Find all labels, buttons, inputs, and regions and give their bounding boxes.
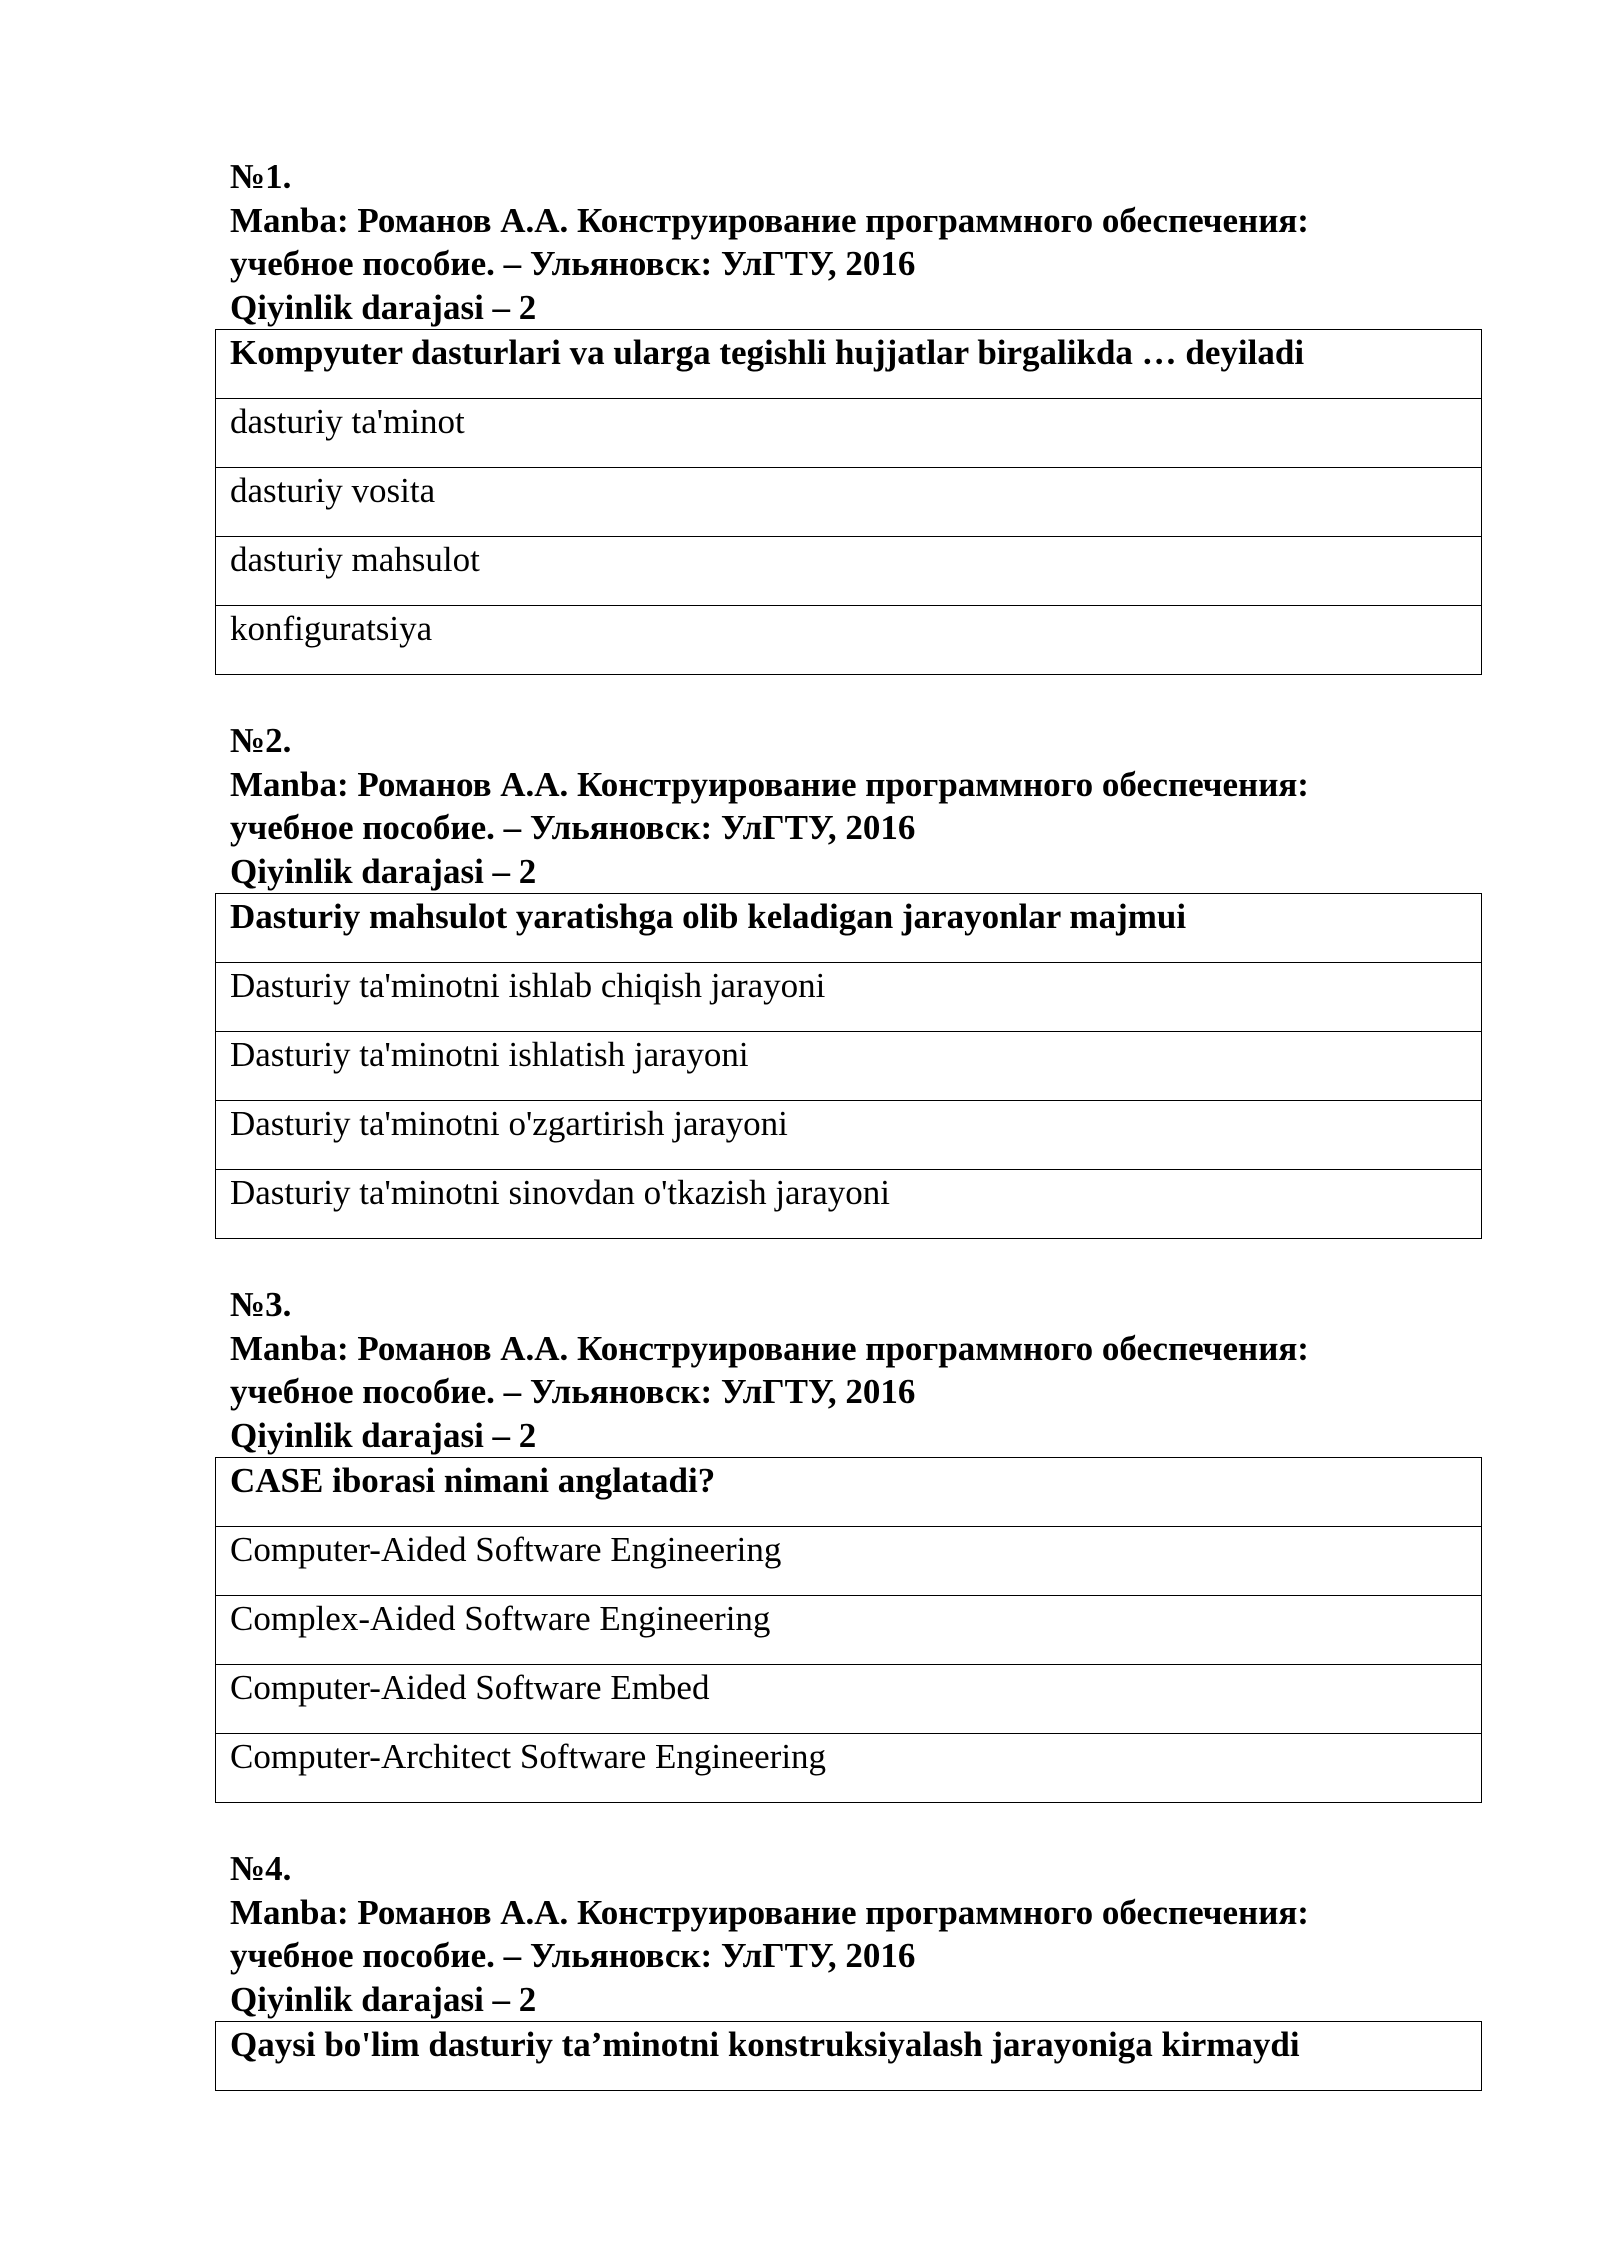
answer-option: Dasturiy ta'minotni ishlatish jarayoni: [216, 1032, 1482, 1101]
question-block-3: [215, 1283, 1482, 1803]
answer-option: dasturiy mahsulot: [216, 537, 1482, 606]
difficulty-level: Qiyinlik darajasi – 2: [230, 851, 537, 891]
answer-option: Dasturiy ta'minotni o'zgartirish jarayoni: [216, 1101, 1482, 1170]
source-line-continued: учебное пособие. – Ульяновск: УлГТУ, 2016: [230, 1936, 916, 1975]
question-text: Kompyuter dasturlari va ularga tegishli hujjatlar birgalikda … deyiladi: [216, 330, 1482, 399]
question-text: CASE iborasi nimani anglatadi?: [216, 1458, 1482, 1527]
source-line-continued: учебное пособие. – Ульяновск: УлГТУ, 2016: [230, 808, 916, 847]
source-line: Manba: Романов А.А. Конструирование программного обеспечения:: [230, 1328, 1309, 1368]
question-table: [215, 1457, 1482, 1803]
source-line: Manba: Романов А.А. Конструирование программного обеспечения:: [230, 200, 1309, 240]
answer-option: dasturiy vosita: [216, 468, 1482, 537]
difficulty-level: Qiyinlik darajasi – 2: [230, 1415, 537, 1455]
answer-option: dasturiy ta'minot: [216, 399, 1482, 468]
difficulty-level: Qiyinlik darajasi – 2: [230, 1979, 537, 2019]
question-block-2: [215, 719, 1482, 1239]
question-text: Qaysi bo'lim dasturiy ta’minotni konstruksiyalash jarayoniga kirmaydi: [216, 2022, 1482, 2091]
question-number: №4.: [230, 1849, 292, 1888]
answer-option: Computer-Aided Software Engineering: [216, 1527, 1482, 1596]
source-line-continued: учебное пособие. – Ульяновск: УлГТУ, 2016: [230, 1372, 916, 1411]
source-line: Manba: Романов А.А. Конструирование программного обеспечения:: [230, 1892, 1309, 1932]
difficulty-level: Qiyinlik darajasi – 2: [230, 287, 537, 327]
question-table: [215, 2021, 1482, 2091]
answer-option: konfiguratsiya: [216, 606, 1482, 675]
question-number: №3.: [230, 1285, 292, 1324]
source-line: Manba: Романов А.А. Конструирование программного обеспечения:: [230, 764, 1309, 804]
source-line-continued: учебное пособие. – Ульяновск: УлГТУ, 2016: [230, 244, 916, 283]
question-block-4: [215, 1847, 1482, 2091]
answer-option: Dasturiy ta'minotni sinovdan o'tkazish jarayoni: [216, 1170, 1482, 1239]
answer-option: Computer-Aided Software Embed: [216, 1665, 1482, 1734]
question-block-1: [215, 155, 1482, 675]
question-table: [215, 893, 1482, 1239]
answer-option: Computer-Architect Software Engineering: [216, 1734, 1482, 1803]
answer-option: Dasturiy ta'minotni ishlab chiqish jarayoni: [216, 963, 1482, 1032]
question-text: Dasturiy mahsulot yaratishga olib keladigan jarayonlar majmui: [216, 894, 1482, 963]
question-table: [215, 329, 1482, 675]
question-number: №1.: [230, 157, 292, 196]
answer-option: Complex-Aided Software Engineering: [216, 1596, 1482, 1665]
question-number: №2.: [230, 721, 292, 760]
